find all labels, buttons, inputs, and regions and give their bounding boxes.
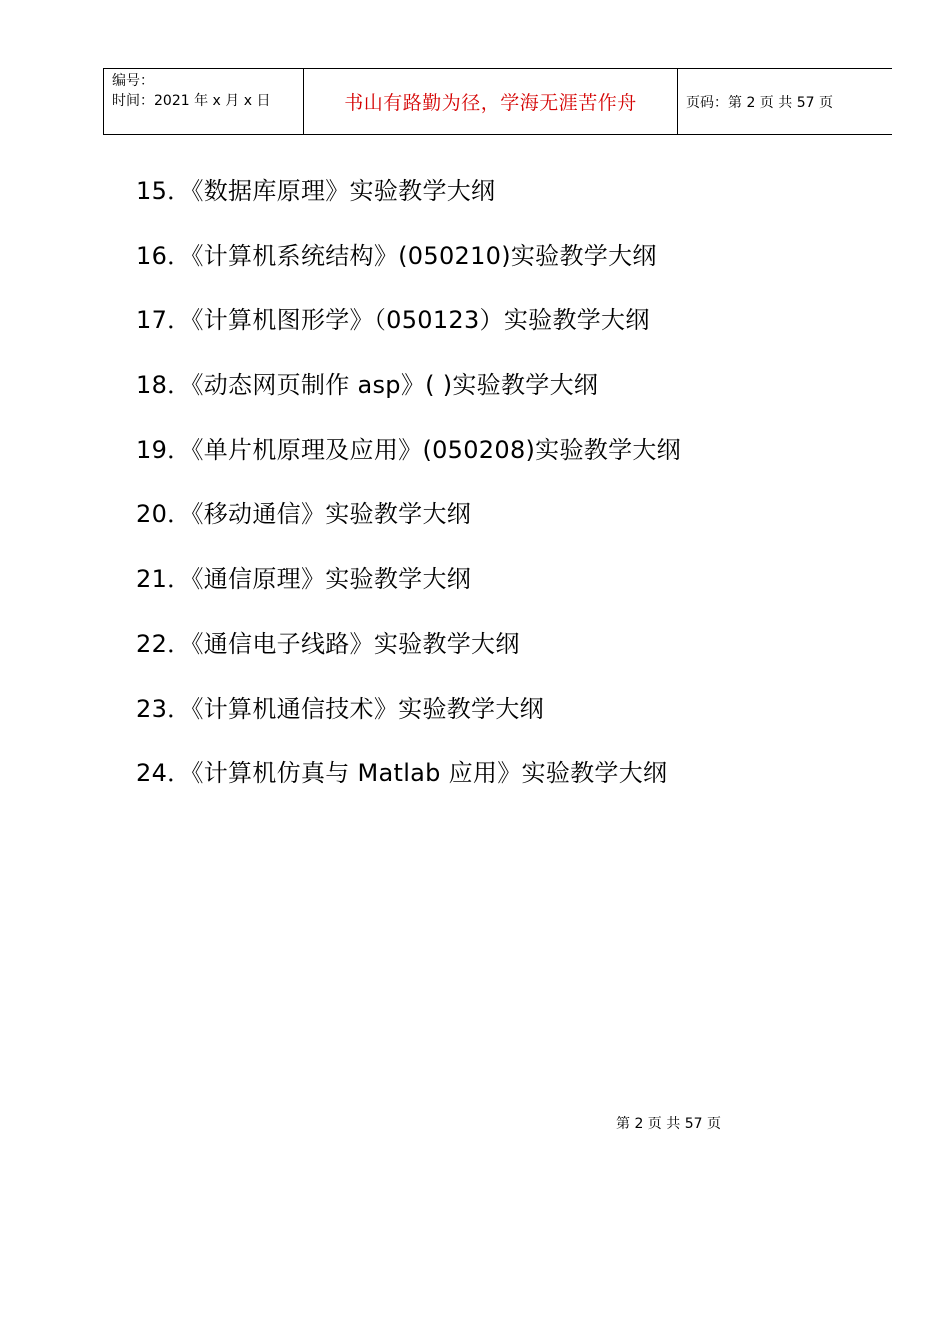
toc-item[interactable]: 15．《数据库原理》实验教学大纲	[136, 177, 496, 205]
table-of-contents	[136, 168, 681, 815]
header-page-cell	[678, 69, 892, 134]
toc-item[interactable]: 16．《计算机系统结构》(050210)实验教学大纲	[136, 241, 657, 270]
serial-number-label: 编号：	[112, 73, 154, 89]
toc-item[interactable]: 20．《移动通信》实验教学大纲	[136, 500, 472, 529]
toc-item[interactable]: 22．《通信电子线路》实验教学大纲	[136, 629, 520, 658]
page-code-label: 页码：第 2 页 共 57 页	[686, 94, 833, 111]
toc-item[interactable]: 17．《计算机图形学》（050123）实验教学大纲	[136, 306, 650, 335]
page-header	[103, 68, 892, 135]
header-motto-cell	[304, 69, 678, 134]
toc-item[interactable]: 21．《通信原理》实验教学大纲	[136, 565, 472, 594]
toc-item[interactable]: 19．《单片机原理及应用》(050208)实验教学大纲	[136, 435, 681, 464]
header-meta-cell	[104, 69, 304, 134]
page-footer	[0, 1113, 950, 1133]
toc-item[interactable]: 23．《计算机通信技术》实验教学大纲	[136, 694, 544, 723]
motto-text: 书山有路勤为径，学海无涯苦作舟	[344, 92, 637, 114]
date-label: 时间：2021 年 x 月 x 日	[112, 93, 271, 109]
toc-item[interactable]: 18．《动态网页制作 asp》( )实验教学大纲	[136, 371, 599, 400]
toc-item[interactable]: 24．《计算机仿真与 Matlab 应用》实验教学大纲	[136, 759, 668, 788]
footer-page-info: 第 2 页 共 57 页	[616, 1116, 721, 1132]
